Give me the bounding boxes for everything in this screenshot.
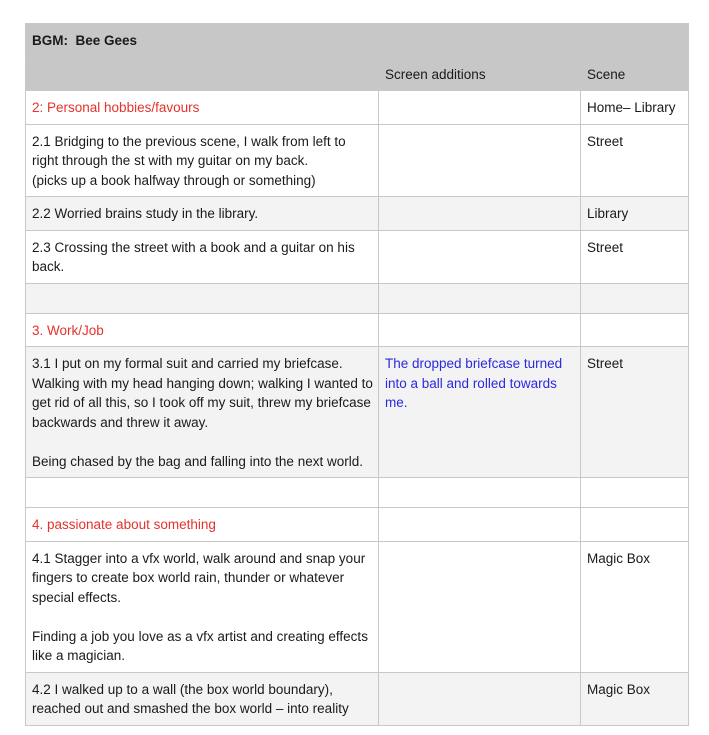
column-header-scene: Scene <box>581 57 689 91</box>
table-row <box>26 230 689 283</box>
header-empty-cell <box>26 57 379 91</box>
scene-cell <box>581 478 689 508</box>
section-title: 4. passionate about something <box>26 508 379 542</box>
script-cell: 4.2 I walked up to a wall (the box world boundary), reached out and smashed the box world – into reality <box>26 672 379 725</box>
spacer-row <box>26 283 689 313</box>
script-cell: 2.3 Crossing the street with a book and a guitar on his back. <box>26 230 379 283</box>
header-row-columns <box>26 57 689 91</box>
scene-cell: Street <box>581 124 689 197</box>
bgm-cell: BGM: Bee Gees <box>26 24 379 58</box>
script-cell: 2.2 Worried brains study in the library. <box>26 197 379 231</box>
section-row <box>26 91 689 125</box>
section-row <box>26 313 689 347</box>
additions-cell: The dropped briefcase turned into a ball and rolled towards me. <box>379 347 581 478</box>
additions-cell <box>379 541 581 672</box>
column-header-screen-additions: Screen additions <box>379 57 581 91</box>
table-row <box>26 541 689 672</box>
additions-cell <box>379 230 581 283</box>
section-title: 3. Work/Job <box>26 313 379 347</box>
table-row <box>26 197 689 231</box>
scene-cell <box>581 283 689 313</box>
scene-cell <box>581 313 689 347</box>
header-empty-cell <box>379 24 581 58</box>
script-cell: 4.1 Stagger into a vfx world, walk around and snap your fingers to create box world rain, thunder or whatever special effects. Finding a job you love as a vfx artist and creating effects like a magician. <box>26 541 379 672</box>
additions-cell <box>379 672 581 725</box>
header-empty-cell <box>581 24 689 58</box>
additions-cell <box>379 313 581 347</box>
scene-cell: Magic Box <box>581 672 689 725</box>
scene-cell: Magic Box <box>581 541 689 672</box>
additions-cell <box>379 197 581 231</box>
additions-cell <box>379 124 581 197</box>
script-cell: 2.1 Bridging to the previous scene, I walk from left to right through the st with my guitar on my back. (picks up a book halfway through or something) <box>26 124 379 197</box>
section-row <box>26 508 689 542</box>
scene-cell: Home– Library <box>581 91 689 125</box>
header-row-bgm <box>26 24 689 58</box>
table-row <box>26 347 689 478</box>
spacer-row <box>26 478 689 508</box>
scene-cell: Library <box>581 197 689 231</box>
scene-cell <box>581 508 689 542</box>
script-table <box>25 23 689 726</box>
additions-cell <box>379 508 581 542</box>
script-cell: 3.1 I put on my formal suit and carried my briefcase. Walking with my head hanging down; walking I wanted to get rid of all this, so I took off my suit, threw my briefcase backwards and threw it away. Being chased by the bag and falling into the next world. <box>26 347 379 478</box>
scene-cell: Street <box>581 347 689 478</box>
additions-cell <box>379 91 581 125</box>
table-row <box>26 672 689 725</box>
scene-cell: Street <box>581 230 689 283</box>
section-title: 2: Personal hobbies/favours <box>26 91 379 125</box>
script-cell <box>26 283 379 313</box>
additions-cell <box>379 478 581 508</box>
additions-cell <box>379 283 581 313</box>
script-cell <box>26 478 379 508</box>
table-row <box>26 124 689 197</box>
